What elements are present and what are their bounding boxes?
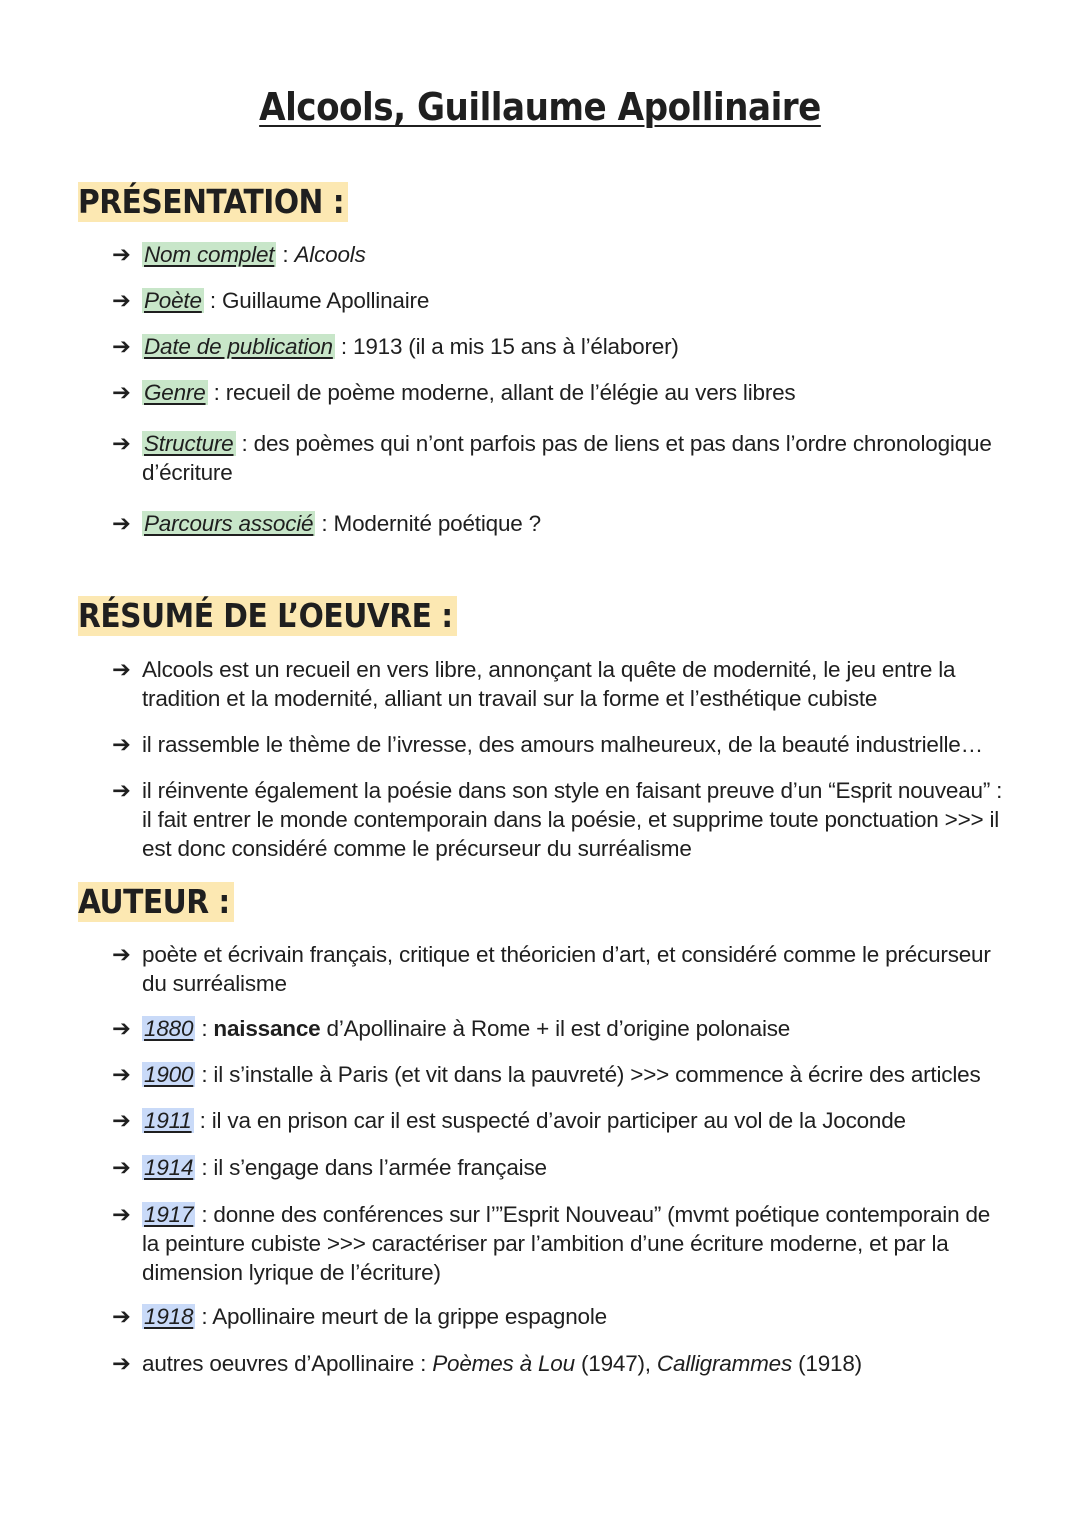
arrow-icon: ➔ — [112, 1304, 131, 1329]
resume-item: ➔ Alcools est un recueil en vers libre, annonçant la quête de modernité, le jeu entre la tradition et la modernité, alliant un travail sur la forme et l’esthétique cubiste — [112, 657, 956, 711]
auteur-date-1917: ➔ 1917 : donne des conférences sur l’”Esprit Nouveau” (mvmt poétique contemporain de la peinture cubiste >>> caractériser par l’ambition d’une écriture moderne, et par la dimension lyrique de l’écriture) — [112, 1202, 991, 1285]
auteur-date-1914: ➔ 1914 : il s’engage dans l’armée française — [112, 1155, 547, 1180]
auteur-date-1918: ➔ 1918 : Apollinaire meurt de la grippe espagnole — [112, 1304, 607, 1329]
arrow-icon: ➔ — [112, 1062, 131, 1087]
presentation-item-parcours: ➔ Parcours associé : Modernité poétique ? — [112, 511, 541, 536]
presentation-item-date: ➔ Date de publication : 1913 (il a mis 15 ans à l’élaborer) — [112, 334, 679, 359]
arrow-icon: ➔ — [112, 1351, 131, 1376]
arrow-icon: ➔ — [112, 511, 131, 536]
auteur-heading: AUTEUR : — [78, 882, 234, 922]
arrow-icon: ➔ — [112, 334, 131, 359]
document-title: Alcools, Guillaume Apollinaire — [259, 85, 821, 129]
arrow-icon: ➔ — [112, 778, 131, 803]
auteur-date-1900: ➔ 1900 : il s’installe à Paris (et vit dans la pauvreté) >>> commence à écrire des articles — [112, 1062, 981, 1087]
auteur-date-1880: ➔ 1880 : naissance d’Apollinaire à Rome + il est d’origine polonaise — [112, 1016, 791, 1041]
arrow-icon: ➔ — [112, 1016, 131, 1041]
resume-item: ➔ il rassemble le thème de l’ivresse, des amours malheureux, de la beauté industrielle… — [112, 732, 983, 757]
presentation-item-poete: ➔ Poète : Guillaume Apollinaire — [112, 288, 430, 313]
presentation-item-nom: ➔ Nom complet : Alcools — [112, 242, 366, 267]
arrow-icon: ➔ — [112, 1155, 131, 1180]
arrow-icon: ➔ — [112, 1108, 131, 1133]
arrow-icon: ➔ — [112, 431, 131, 456]
arrow-icon: ➔ — [112, 1202, 131, 1227]
presentation-heading: PRÉSENTATION : — [78, 182, 348, 222]
arrow-icon: ➔ — [112, 380, 131, 405]
arrow-icon: ➔ — [112, 942, 131, 967]
auteur-intro: ➔ poète et écrivain français, critique et théoricien d’art, et considéré comme le précurseur du surréalisme — [112, 942, 991, 996]
resume-item: ➔ il réinvente également la poésie dans son style en faisant preuve d’un “Esprit nouveau” : il fait entrer le monde contemporain dans la poésie, et supprime toute ponctuation >>> il est donc considéré comme le précurseur du surréalisme — [112, 778, 1003, 861]
presentation-item-structure: ➔ Structure : des poèmes qui n’ont parfois pas de liens et pas dans l’ordre chronologique d’écriture — [112, 431, 992, 485]
presentation-item-genre: ➔ Genre : recueil de poème moderne, allant de l’élégie au vers libres — [112, 380, 796, 405]
resume-heading: RÉSUMÉ DE L’OEUVRE : — [78, 596, 457, 636]
auteur-date-1911: ➔ 1911 : il va en prison car il est suspecté d’avoir participer au vol de la Joconde — [112, 1108, 906, 1133]
auteur-autres-oeuvres: ➔ autres oeuvres d’Apollinaire : Poèmes à Lou (1947), Calligrammes (1918) — [112, 1351, 862, 1376]
arrow-icon: ➔ — [112, 242, 131, 267]
arrow-icon: ➔ — [112, 732, 131, 757]
arrow-icon: ➔ — [112, 657, 131, 682]
arrow-icon: ➔ — [112, 288, 131, 313]
